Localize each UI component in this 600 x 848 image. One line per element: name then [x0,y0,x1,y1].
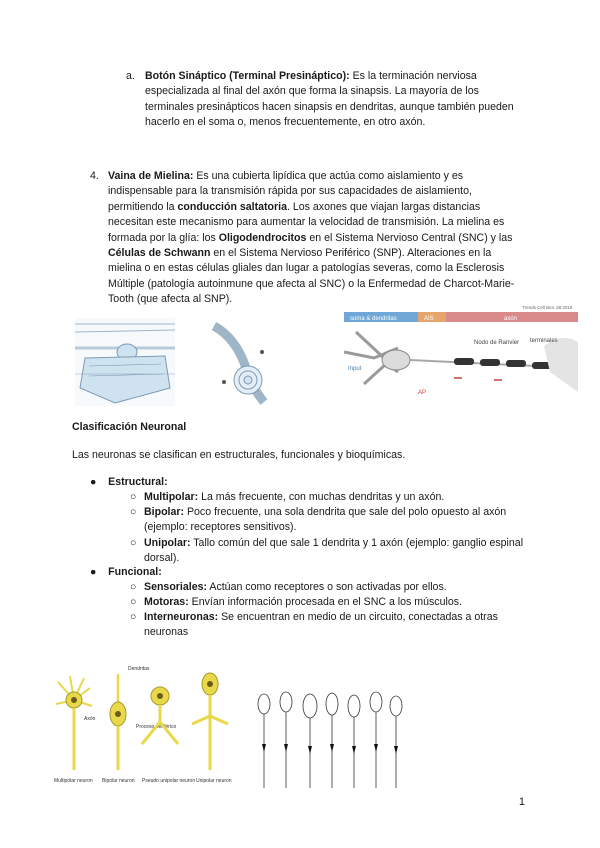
myelin-bold-oligodendrocytes: Oligodendrocitos [218,231,307,244]
functional-label: Funcional: [108,566,162,578]
caption-unipolar: Unipolar neuron [196,778,232,784]
caption-bipolar: Bipolar neuron [102,778,135,784]
synaptic-button-text: Es la terminación nerviosa especializada al final del axón que forma la sinapsis. La mayoría de los terminales presinápticos hacen sinapsis en dendritas, aunque también pueden hacerlo en el soma o, menos frecuentemente, en otro axón. [145,70,514,129]
myelin-text-1: Es una cubierta lipídica que actúa como aislamiento y es indispensable para la transmisión rápida por sus capacidades de aislamiento, permitiendo la [108,170,472,213]
myelin-bold-saltatory: conducción saltatoria [177,200,287,213]
label-input: Input [348,366,362,372]
structural-item-text: Poco frecuente, una sola dendrita que sale del polo opuesto al axón (ejemplo: receptores sensitivos). [144,506,507,534]
functional-item-title: Interneuronas: [144,611,219,623]
oligodendrocyte-illustration [75,318,175,406]
functional-item-text: Actúan como receptores o son activadas por ellos. [207,581,447,593]
myelin-title: Vaina de Mielina: [108,170,194,182]
functional-item-title: Sensoriales: [144,581,208,593]
structural-item-title: Bipolar: [144,506,185,518]
functional-item-text: Envían información procesada en el SNC a los músculos. [188,596,462,608]
bar-label-axon: axón [504,316,518,322]
caption-multipolar: Multipolar neuron [54,778,93,784]
functional-item [144,580,524,595]
label-dendrites: Dendritas [128,666,150,672]
caption-pseudo-unipolar: Pseudo unipolar neuron [142,778,196,784]
document-page: a. Botón Sináptico (Terminal Presináptico): Es la terminación nerviosa especializada al final del axón que forma la sinapsis. La mayoría de los terminales presinápticos hacen sinapsis en dendritas, aunque también pueden hacerlo en el soma o, menos frecuentemente, en otro axón. 4. Vaina de Mielina: Es una cubierta lipídica que actúa como aislamiento y es indispensable para la transmisión rápida por sus capacidades de aislamiento, permitiendo la conducción saltatoria. Los axones que viajan largas distancias necesitan este mecanismo para aumentar la velocidad de transmisión. La mielina es formada por la glía: los Oligodendrocitos en el Sistema Nervioso Central (SNC) y las Células de Schwann en el Sistema Nervioso Periférico (SNP). Alteraciones en la mielina o en estas células gliales dan lugar a patologías severas, como la Esclerosis Múltiple (patología autoinmune que afecta al SNC) o la Enfermedad de Charcot-Marie-Tooth (que afecta al SNP). Trends Cell Biol. 28:2018 soma & dendritas AIS axón Input Nodo de Ranvier terminales AP Clasificación Neuronal Las neuronas se clasifican en estructurales, funcionales y bioquímicas. ● Estructural: ○ Multipolar: La más frecuente, con muchas dendritas y un axón. ○ Bipolar: Poco frecuente, una sola dendrita que sale del polo opuesto al axón (ejemplo: receptores sensitivos). ○ Unipolar: Tallo común del que sale 1 dendrita y 1 axón (ejemplo: ganglio espinal dorsal). ● Funcional: ○ Sensoriales: Actúan como receptores o son activadas por ellos. ○ Motoras: Envían información procesada en el SNC a los músculos. ○ Interneuronas: Se encuentran en medio de un circuito, conectadas a otras neuronas Dendritas Axón Proceso periférico Multipolar neuron Bipolar neuron Pseudo unipolar neuron Unipolar neuron 1 [0,0,600,848]
functional-item-text: Se encuentran en medio de un circuito, conectadas a otras neuronas [144,611,498,639]
bar-label-soma: soma & dendritas [350,316,397,322]
structural-bullet: ● Estructural: [90,476,168,488]
structural-item [144,490,524,505]
structural-item-text: La más frecuente, con muchas dendritas y un axón. [198,491,445,503]
schwann-cell-illustration [206,318,272,410]
myelinated-axon-diagram [344,302,578,406]
neuron-types-illustration [50,660,240,790]
label-ap: AP [418,390,427,396]
classification-intro: Las neuronas se clasifican en estructurales, funcionales y bioquímicas. [72,449,406,461]
structural-item-text: Tallo común del que sale 1 dendrita y 1 axón (ejemplo: ganglio espinal dorsal). [144,537,524,565]
bar-label-ais: AIS [424,316,434,322]
list-marker-4: 4. [90,170,99,182]
sensory-receptor-neurons-illustration [250,680,406,792]
functional-item-title: Motoras: [144,596,189,608]
synaptic-button-title: Botón Sináptico (Terminal Presináptico): [145,70,350,82]
myelin-bold-schwann: Células de Schwann [108,247,211,260]
list-marker-a: a. [126,70,135,82]
figure-citation: Trends Cell Biol. 28:2018 [522,305,573,310]
functional-bullet: ● Funcional: [90,566,162,578]
synaptic-button-paragraph [145,69,523,131]
structural-item [144,536,524,567]
structural-item-title: Unipolar: [144,537,191,549]
functional-item [144,595,524,610]
myelin-text-2: . Los axones que viajan largas distancias necesitan este mecanismo para aumentar la velocidad de transmisión. La mielina es formada por la glía: los [108,200,505,244]
label-terminal: terminales [530,338,558,344]
label-process: Proceso periférico [136,724,177,730]
myelin-text-4: en el Sistema Nervioso Periférico (SNP). Alteraciones en la mielina o en estas células gliales dan lugar a patologías severas, como la Esclerosis Múltiple (patología autoinmune que afecta al SNC) o la Enfermedad de Charcot-Marie-Tooth (que afecta al SNP). [108,247,515,306]
structural-item-title: Multipolar: [144,491,199,503]
structural-label: Estructural: [108,476,168,488]
label-axon: Axón [84,716,96,722]
page-number: 1 [518,796,525,808]
myelin-paragraph [108,169,524,308]
structural-item [144,505,524,536]
classification-heading: Clasificación Neuronal [72,421,187,433]
label-node: Nodo de Ranvier [474,340,520,346]
myelin-text-3: en el Sistema Nervioso Central (SNC) y las [306,231,513,244]
functional-item [144,610,524,641]
